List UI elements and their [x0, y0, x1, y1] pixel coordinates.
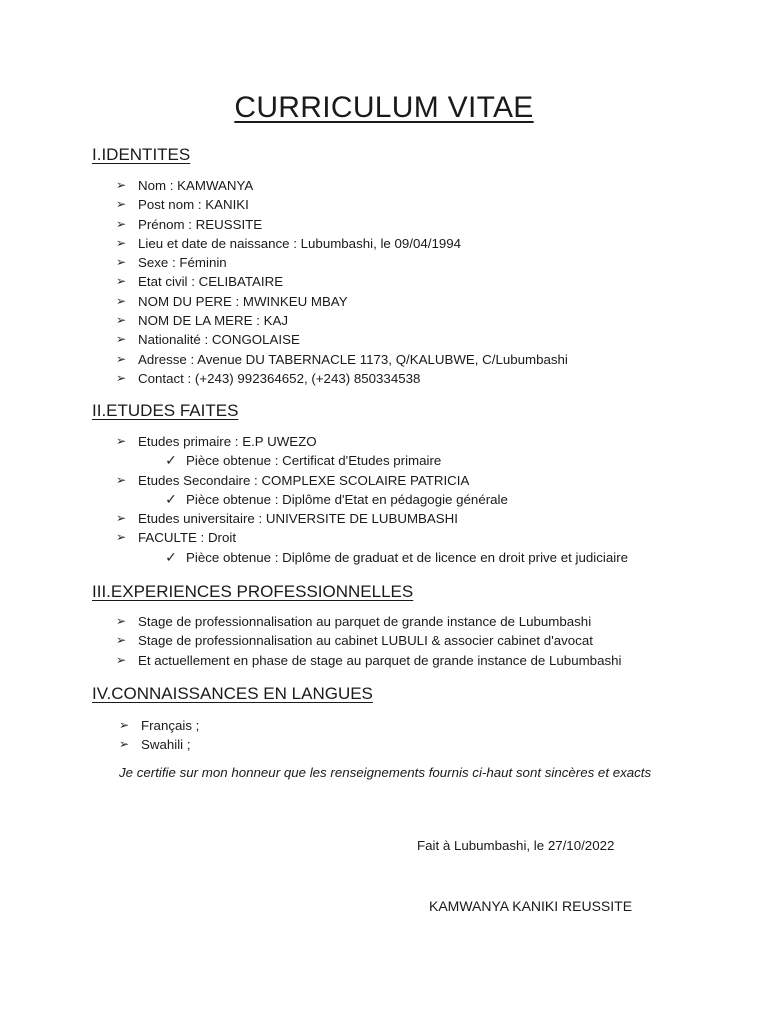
arrowhead-bullet-icon: ➢	[115, 614, 127, 628]
identite-nom-mere: NOM DE LA MERE : KAJ	[138, 313, 288, 329]
checkmark-icon: ✓	[165, 548, 177, 565]
faculte: FACULTE : Droit	[138, 530, 237, 546]
piece-primaire: Pièce obtenue : Certificat d'Etudes primaire	[186, 453, 442, 469]
etudes-secondaire: Etudes Secondaire : COMPLEXE SCOLAIRE PATRICIA	[138, 472, 470, 488]
arrowhead-bullet-icon: ➢	[115, 178, 127, 192]
langue-item: Swahili ;	[141, 737, 191, 753]
list-subitem	[138, 490, 628, 509]
piece-secondaire: Pièce obtenue : Diplôme d'Etat en pédagogie générale	[186, 491, 508, 507]
identite-etat-civil: Etat civil : CELIBATAIRE	[138, 274, 284, 290]
list-item	[115, 509, 628, 528]
arrowhead-bullet-icon: ➢	[115, 197, 127, 212]
list-item	[118, 716, 200, 735]
arrowhead-bullet-icon: ➢	[115, 652, 127, 667]
experience-item: Stage de professionnalisation au cabinet LUBULI & associer cabinet d'avocat	[138, 633, 593, 649]
certification-statement: Je certifie sur mon honneur que les renseignements fournis ci-haut sont sincères et exacts	[119, 765, 652, 780]
section-heading-etudes: II.ETUDES FAITES	[92, 401, 239, 420]
checkmark-icon: ✓	[165, 452, 177, 469]
list-subitem	[138, 548, 628, 567]
identite-nom: Nom : KAMWANYA	[138, 178, 254, 193]
list-item	[115, 272, 568, 291]
langues-list	[118, 716, 200, 755]
arrowhead-bullet-icon: ➢	[115, 293, 127, 308]
identite-nationalite: Nationalité : CONGOLAISE	[138, 332, 300, 348]
list-item	[115, 195, 568, 214]
experience-item: Stage de professionnalisation au parquet de grande instance de Lubumbashi	[138, 614, 592, 629]
arrowhead-bullet-icon: ➢	[118, 718, 130, 732]
list-item	[115, 528, 628, 547]
list-item	[115, 234, 568, 253]
section-heading-experiences: III.EXPERIENCES PROFESSIONNELLES	[92, 582, 414, 601]
arrowhead-bullet-icon: ➢	[115, 511, 127, 526]
list-subitem	[138, 451, 628, 470]
arrowhead-bullet-icon: ➢	[115, 370, 127, 385]
identites-list	[115, 176, 568, 388]
identite-nom-pere: NOM DU PERE : MWINKEU MBAY	[138, 293, 348, 309]
section-heading-langues: IV.CONNAISSANCES EN LANGUES	[92, 684, 373, 703]
list-item	[115, 631, 621, 650]
arrowhead-bullet-icon: ➢	[115, 472, 127, 487]
list-item	[115, 651, 622, 670]
list-item	[115, 471, 628, 490]
section-heading-identites: I.IDENTITES	[92, 145, 191, 164]
langue-item: Français ;	[141, 718, 200, 733]
arrowhead-bullet-icon: ➢	[115, 434, 127, 448]
arrowhead-bullet-icon: ➢	[118, 737, 130, 752]
list-item	[115, 215, 568, 234]
identite-post-nom: Post nom : KANIKI	[138, 197, 249, 213]
identite-adresse: Adresse : Avenue DU TABERNACLE 1173, Q/KALUBWE, C/Lubumbashi	[138, 351, 568, 367]
list-item	[115, 432, 628, 451]
arrowhead-bullet-icon: ➢	[115, 216, 127, 231]
piece-universitaire: Pièce obtenue : Diplôme de graduat et de licence en droit prive et judiciaire	[186, 549, 629, 565]
identite-prenom: Prénom : REUSSITE	[138, 216, 263, 232]
arrowhead-bullet-icon: ➢	[115, 235, 127, 250]
list-item	[115, 253, 568, 272]
identite-sexe: Sexe : Féminin	[138, 255, 227, 271]
arrowhead-bullet-icon: ➢	[115, 255, 127, 270]
arrowhead-bullet-icon: ➢	[115, 274, 127, 289]
list-item	[115, 330, 568, 349]
list-item	[115, 176, 568, 195]
list-item	[115, 369, 568, 388]
arrowhead-bullet-icon: ➢	[115, 332, 127, 347]
list-item	[115, 311, 568, 330]
checkmark-icon: ✓	[165, 490, 177, 507]
identite-naissance: Lieu et date de naissance : Lubumbashi, le 09/04/1994	[138, 235, 462, 251]
list-item	[115, 350, 568, 369]
document-title: CURRICULUM VITAE	[234, 91, 534, 124]
etudes-universitaire: Etudes universitaire : UNIVERSITE DE LUBUMBASHI	[138, 511, 458, 527]
arrowhead-bullet-icon: ➢	[115, 313, 127, 328]
arrowhead-bullet-icon: ➢	[115, 633, 127, 648]
experience-item: Et actuellement en phase de stage au parquet de grande instance de Lubumbashi	[138, 652, 622, 668]
list-item	[115, 612, 621, 631]
etudes-list	[115, 432, 629, 567]
arrowhead-bullet-icon: ➢	[115, 351, 127, 366]
identite-contact: Contact : (+243) 992364652, (+243) 850334538	[138, 370, 421, 386]
list-item	[115, 292, 568, 311]
place-and-date: Fait à Lubumbashi, le 27/10/2022	[417, 838, 615, 853]
arrowhead-bullet-icon: ➢	[115, 530, 127, 545]
etudes-primaire: Etudes primaire : E.P UWEZO	[138, 434, 317, 449]
experiences-list	[115, 612, 622, 670]
list-item	[118, 735, 199, 754]
signature-name: KAMWANYA KANIKI REUSSITE	[429, 898, 633, 914]
